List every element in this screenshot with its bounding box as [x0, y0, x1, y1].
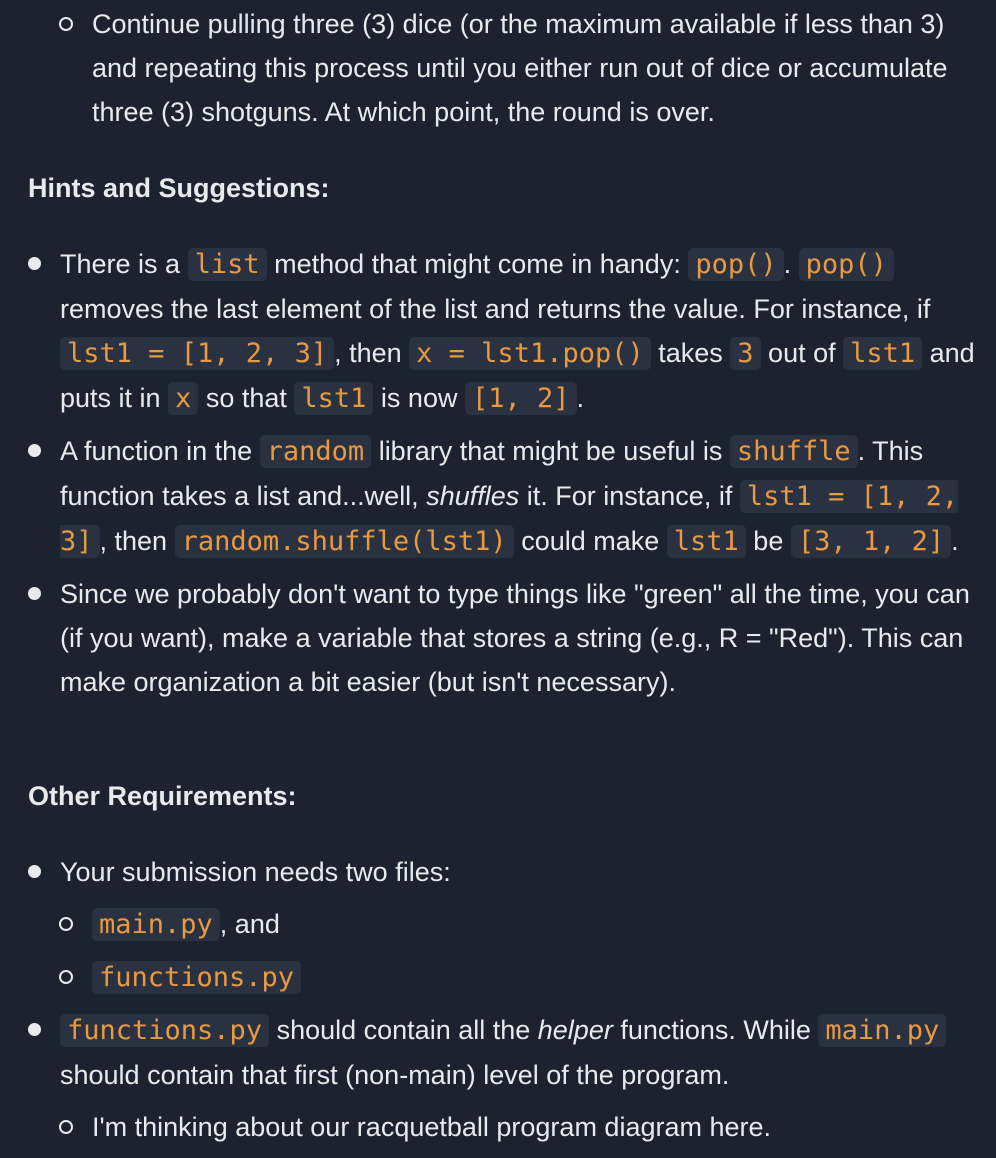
- hint-text: A function in the: [60, 436, 260, 466]
- file-item-main: [92, 902, 996, 947]
- code-three: 3: [730, 337, 760, 370]
- code-x: x: [168, 382, 198, 415]
- code-random: random: [260, 435, 372, 468]
- hint-text: , then: [99, 526, 175, 556]
- requirements-heading: Other Requirements:: [28, 781, 297, 811]
- hint-emphasis: shuffles: [426, 481, 520, 511]
- hint-text: There is a: [60, 249, 188, 279]
- requirement-emphasis: helper: [537, 1015, 613, 1045]
- bullet-icon: [28, 865, 41, 878]
- code-shuffle: shuffle: [730, 435, 858, 468]
- hint-text: library that might be useful is: [371, 436, 730, 466]
- hint-text: Since we probably don't want to type things like "green" all the time, you can (if you want), make a variable that stores a string (e.g., R = "Red"). This can make organization a bit easier (but isn't necessary).: [60, 579, 970, 697]
- hint-text: and puts it in: [60, 338, 975, 413]
- hint-text: . This function takes a list and...well,: [60, 436, 924, 511]
- code-list: list: [188, 248, 267, 281]
- code-functions-py: functions.py: [60, 1014, 269, 1047]
- code-lst1-assign: lst1 = [1, 2, 3]: [60, 337, 334, 370]
- code-lst1: lst1: [667, 525, 746, 558]
- code-list-result: [1, 2]: [465, 382, 577, 415]
- code-main-py: main.py: [818, 1014, 946, 1047]
- hint-text: so that: [198, 383, 295, 413]
- hint-text: .: [783, 249, 799, 279]
- requirements-list: [0, 850, 996, 1149]
- circle-bullet-icon: [59, 917, 73, 931]
- hints-heading: Hints and Suggestions:: [28, 173, 330, 203]
- hints-section: [0, 242, 996, 704]
- diagram-note-item: [92, 1105, 996, 1149]
- requirement-text: , and: [219, 909, 280, 939]
- circle-bullet-icon: [59, 17, 73, 31]
- code-pop: pop(): [799, 248, 894, 281]
- hint-text: is now: [373, 383, 465, 413]
- files-sublist: [60, 902, 996, 1000]
- continue-text: Continue pulling three (3) dice (or the maximum available if less than 3) and repeating this process until you either run out of dice or accumulate three (3) shotguns. At which point, the round is over.: [92, 9, 948, 127]
- code-main-py: main.py: [92, 908, 220, 941]
- code-random-shuffle: random.shuffle(lst1): [175, 525, 514, 558]
- hint-text: could make: [513, 526, 667, 556]
- continue-list: [0, 2, 996, 134]
- circle-bullet-icon: [59, 970, 73, 984]
- code-lst1: lst1: [843, 337, 922, 370]
- requirement-item-files: [60, 850, 996, 1000]
- hint-text: removes the last element of the list and returns the value. For instance, if: [60, 294, 931, 324]
- code-shuffled-list: [3, 1, 2]: [791, 525, 951, 558]
- hint-text: , then: [334, 338, 410, 368]
- requirement-text: should contain all the: [269, 1015, 538, 1045]
- code-pop: pop(): [688, 248, 783, 281]
- code-lst1: lst1: [294, 382, 373, 415]
- hint-text: out of: [760, 338, 844, 368]
- hint-text: .: [951, 526, 959, 556]
- circle-bullet-icon: [59, 1120, 73, 1134]
- hint-item-variables: [60, 572, 996, 704]
- file-item-functions: [92, 955, 996, 1000]
- requirement-text: Your submission needs two files:: [60, 857, 451, 887]
- code-functions-py: functions.py: [92, 961, 301, 994]
- hint-item-pop: [60, 242, 996, 421]
- hints-list: [0, 242, 996, 704]
- requirement-text: should contain that first (non-main) level of the program.: [60, 1060, 730, 1090]
- code-lst1-assign: lst1 = [1, 2, 3]: [60, 481, 959, 557]
- continue-section: [0, 2, 996, 134]
- requirements-section: [0, 850, 996, 1149]
- hint-text: be: [745, 526, 791, 556]
- hint-text: it. For instance, if: [519, 481, 740, 511]
- hint-text: .: [576, 383, 585, 413]
- hint-text: takes: [650, 338, 731, 368]
- requirement-text: I'm thinking about our racquetball program diagram here.: [92, 1112, 772, 1142]
- hint-text: method that might come in handy:: [266, 249, 689, 279]
- bullet-icon: [28, 444, 41, 457]
- requirement-item-helpers: [60, 1008, 996, 1149]
- list-item: [92, 2, 996, 134]
- bullet-icon: [28, 587, 41, 600]
- requirement-text: functions. While: [612, 1015, 819, 1045]
- hint-item-shuffle: [60, 429, 996, 564]
- bullet-icon: [28, 1023, 41, 1036]
- bullet-icon: [28, 257, 41, 270]
- code-x-pop: x = lst1.pop(): [409, 337, 651, 370]
- diagram-sublist: [60, 1105, 996, 1149]
